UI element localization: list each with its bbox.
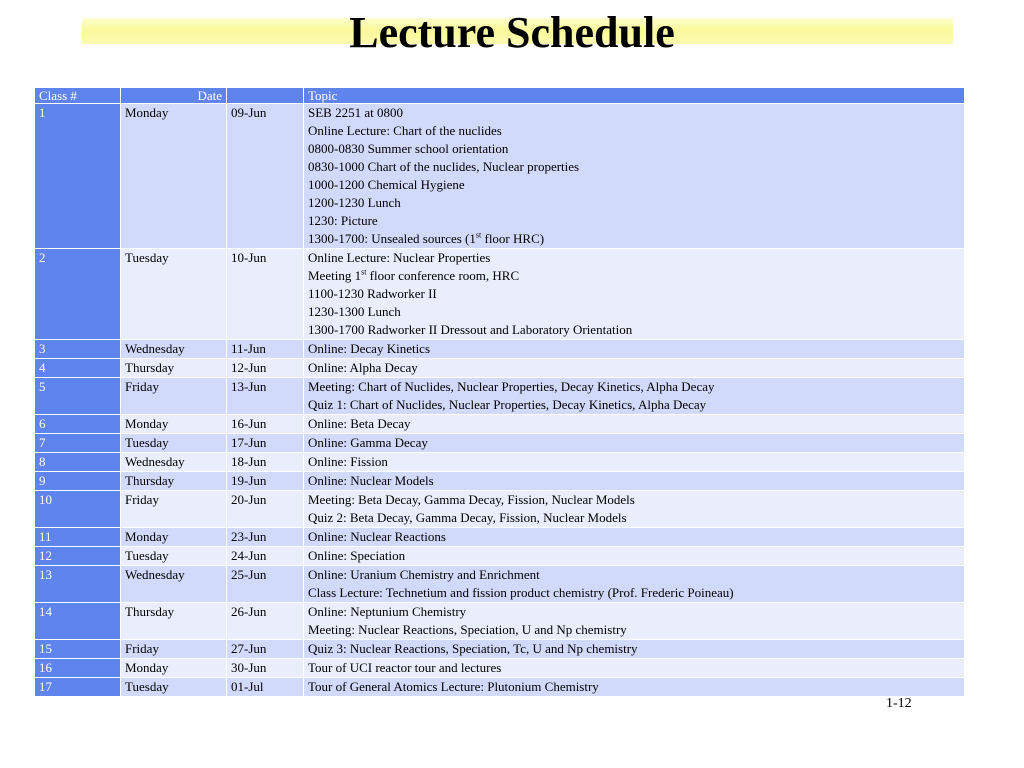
day-cell: Friday bbox=[121, 491, 227, 528]
class-number-cell: 15 bbox=[35, 640, 121, 659]
topic-cell bbox=[304, 547, 965, 566]
class-number-cell: 3 bbox=[35, 340, 121, 359]
table-row bbox=[35, 415, 965, 434]
date-cell: 13-Jun bbox=[227, 378, 304, 415]
topic-line: Class Lecture: Technetium and fission product chemistry (Prof. Frederic Poineau) bbox=[308, 585, 734, 600]
class-number-cell: 2 bbox=[35, 249, 121, 340]
table-row bbox=[35, 491, 965, 528]
table-row bbox=[35, 340, 965, 359]
day-cell: Monday bbox=[121, 104, 227, 249]
class-number-cell: 13 bbox=[35, 566, 121, 603]
page-number: 1-12 bbox=[886, 696, 912, 711]
date-cell: 16-Jun bbox=[227, 415, 304, 434]
header-date: Date bbox=[121, 88, 227, 104]
topic-line: Meeting: Chart of Nuclides, Nuclear Properties, Decay Kinetics, Alpha Decay bbox=[308, 379, 715, 394]
date-cell: 26-Jun bbox=[227, 603, 304, 640]
class-number-cell: 17 bbox=[35, 678, 121, 697]
day-cell: Thursday bbox=[121, 359, 227, 378]
day-cell: Tuesday bbox=[121, 434, 227, 453]
class-number-cell: 9 bbox=[35, 472, 121, 491]
class-number-cell: 5 bbox=[35, 378, 121, 415]
date-cell: 24-Jun bbox=[227, 547, 304, 566]
day-cell: Monday bbox=[121, 659, 227, 678]
date-cell: 18-Jun bbox=[227, 453, 304, 472]
topic-line: Online Lecture: Nuclear Properties bbox=[308, 250, 491, 265]
topic-line: Online: Decay Kinetics bbox=[308, 341, 431, 356]
topic-cell bbox=[304, 640, 965, 659]
table-row bbox=[35, 659, 965, 678]
topic-cell bbox=[304, 472, 965, 491]
topic-line: Online: Nuclear Models bbox=[308, 473, 434, 488]
day-cell: Wednesday bbox=[121, 340, 227, 359]
topic-cell bbox=[304, 659, 965, 678]
class-number-cell: 12 bbox=[35, 547, 121, 566]
day-cell: Friday bbox=[121, 640, 227, 659]
topic-line: Tour of UCI reactor tour and lectures bbox=[308, 660, 502, 675]
day-cell: Wednesday bbox=[121, 566, 227, 603]
topic-cell bbox=[304, 340, 965, 359]
topic-line: 1230: Picture bbox=[308, 213, 378, 228]
table-row bbox=[35, 547, 965, 566]
date-cell: 01-Jul bbox=[227, 678, 304, 697]
topic-line: Quiz 2: Beta Decay, Gamma Decay, Fission, Nuclear Models bbox=[308, 510, 627, 525]
date-cell: 19-Jun bbox=[227, 472, 304, 491]
table-row bbox=[35, 249, 965, 340]
topic-line: Quiz 1: Chart of Nuclides, Nuclear Properties, Decay Kinetics, Alpha Decay bbox=[308, 397, 707, 412]
topic-line: Quiz 3: Nuclear Reactions, Speciation, Tc, U and Np chemistry bbox=[308, 641, 638, 656]
topic-line: Online Lecture: Chart of the nuclides bbox=[308, 123, 502, 138]
header-blank bbox=[227, 88, 304, 104]
table-row bbox=[35, 378, 965, 415]
class-number-cell: 16 bbox=[35, 659, 121, 678]
topic-cell bbox=[304, 678, 965, 697]
topic-line: Online: Uranium Chemistry and Enrichment bbox=[308, 567, 540, 582]
topic-cell bbox=[304, 491, 965, 528]
topic-cell bbox=[304, 603, 965, 640]
topic-cell bbox=[304, 378, 965, 415]
day-cell: Tuesday bbox=[121, 249, 227, 340]
table-row bbox=[35, 603, 965, 640]
day-cell: Thursday bbox=[121, 472, 227, 491]
topic-cell bbox=[304, 249, 965, 340]
date-cell: 30-Jun bbox=[227, 659, 304, 678]
topic-line: Online: Speciation bbox=[308, 548, 406, 563]
topic-cell bbox=[304, 415, 965, 434]
topic-line: Meeting: Beta Decay, Gamma Decay, Fission, Nuclear Models bbox=[308, 492, 635, 507]
topic-line: 0800-0830 Summer school orientation bbox=[308, 141, 509, 156]
table-row bbox=[35, 566, 965, 603]
class-number-cell: 4 bbox=[35, 359, 121, 378]
table-row bbox=[35, 678, 965, 697]
topic-line: 1000-1200 Chemical Hygiene bbox=[308, 177, 465, 192]
topic-line: 1200-1230 Lunch bbox=[308, 195, 401, 210]
table-row bbox=[35, 104, 965, 249]
date-cell: 10-Jun bbox=[227, 249, 304, 340]
date-cell: 17-Jun bbox=[227, 434, 304, 453]
header-class-number: Class # bbox=[35, 88, 121, 104]
topic-line: Meeting: Nuclear Reactions, Speciation, U and Np chemistry bbox=[308, 622, 627, 637]
topic-line: 1230-1300 Lunch bbox=[308, 304, 401, 319]
table-header-row bbox=[35, 88, 965, 104]
day-cell: Tuesday bbox=[121, 678, 227, 697]
topic-line: 1300-1700 Radworker II Dressout and Laboratory Orientation bbox=[308, 322, 633, 337]
topic-cell bbox=[304, 566, 965, 603]
topic-line: 0830-1000 Chart of the nuclides, Nuclear properties bbox=[308, 159, 580, 174]
topic-line: Online: Fission bbox=[308, 454, 388, 469]
topic-line: Tour of General Atomics Lecture: Plutonium Chemistry bbox=[308, 679, 599, 694]
class-number-cell: 8 bbox=[35, 453, 121, 472]
date-cell: 25-Jun bbox=[227, 566, 304, 603]
page-title: Lecture Schedule bbox=[349, 8, 675, 57]
topic-cell bbox=[304, 359, 965, 378]
topic-line: 1100-1230 Radworker II bbox=[308, 286, 437, 301]
date-cell: 09-Jun bbox=[227, 104, 304, 249]
header-topic: Topic bbox=[304, 88, 965, 104]
class-number-cell: 11 bbox=[35, 528, 121, 547]
class-number-cell: 1 bbox=[35, 104, 121, 249]
table-row bbox=[35, 528, 965, 547]
topic-line: Online: Beta Decay bbox=[308, 416, 411, 431]
day-cell: Wednesday bbox=[121, 453, 227, 472]
day-cell: Monday bbox=[121, 528, 227, 547]
topic-line: Online: Gamma Decay bbox=[308, 435, 428, 450]
topic-line: Online: Alpha Decay bbox=[308, 360, 418, 375]
table-row bbox=[35, 359, 965, 378]
class-number-cell: 7 bbox=[35, 434, 121, 453]
topic-cell bbox=[304, 528, 965, 547]
topic-line: Meeting 1st floor conference room, HRC bbox=[308, 267, 520, 283]
day-cell: Monday bbox=[121, 415, 227, 434]
date-cell: 12-Jun bbox=[227, 359, 304, 378]
topic-cell bbox=[304, 104, 965, 249]
topic-line: Online: Nuclear Reactions bbox=[308, 529, 446, 544]
table-row bbox=[35, 472, 965, 491]
class-number-cell: 10 bbox=[35, 491, 121, 528]
date-cell: 23-Jun bbox=[227, 528, 304, 547]
schedule-table bbox=[34, 87, 965, 697]
topic-line: Online: Neptunium Chemistry bbox=[308, 604, 467, 619]
topic-line: SEB 2251 at 0800 bbox=[308, 105, 403, 120]
class-number-cell: 14 bbox=[35, 603, 121, 640]
day-cell: Tuesday bbox=[121, 547, 227, 566]
day-cell: Thursday bbox=[121, 603, 227, 640]
date-cell: 27-Jun bbox=[227, 640, 304, 659]
date-cell: 20-Jun bbox=[227, 491, 304, 528]
table-row bbox=[35, 640, 965, 659]
topic-line: 1300-1700: Unsealed sources (1st floor HRC) bbox=[308, 230, 545, 246]
topic-cell bbox=[304, 453, 965, 472]
topic-cell bbox=[304, 434, 965, 453]
table-row bbox=[35, 453, 965, 472]
date-cell: 11-Jun bbox=[227, 340, 304, 359]
day-cell: Friday bbox=[121, 378, 227, 415]
table-row bbox=[35, 434, 965, 453]
class-number-cell: 6 bbox=[35, 415, 121, 434]
